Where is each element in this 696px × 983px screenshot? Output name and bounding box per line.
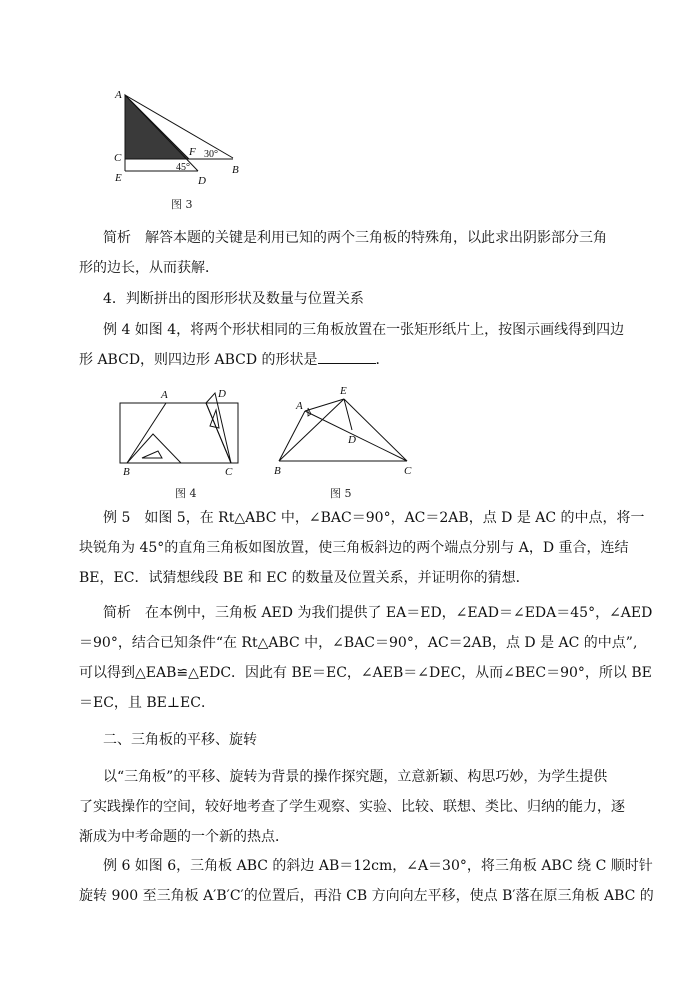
label-b: B (123, 466, 130, 478)
segment-ed (344, 399, 352, 430)
line-section2-b: 了实践操作的空间，较好地考查了学生观察、实验、比较、联想、类比、归纳的能力，逐 (79, 799, 625, 815)
angle-30: 30° (204, 149, 218, 160)
line-1: 简析 解答本题的关键是利用已知的两个三角板的特殊角，以此求出阴影部分三角 (103, 230, 607, 246)
example4-period: ． (375, 352, 390, 368)
line-example4-a: 例 4 如图 4，将两个形状相同的三角板放置在一张矩形纸片上，按图示画线得到四边 (103, 322, 625, 338)
section-heading-2: 二、三角板的平移、旋转 (103, 732, 257, 748)
rectangle-paper (120, 403, 238, 463)
label-e: E (340, 385, 347, 397)
figure-5 (268, 384, 423, 480)
line-analysis-c: 可以得到△EAB≌△EDC．因此有 BE＝EC，∠AEB＝∠DEC，从而∠BEC＝90°，所以 BE (79, 665, 652, 681)
line-example6-b: 旋转 900 至三角板 A′B′C′的位置后，再沿 CB 方向向左平移，使点 B′落在原三角板 ABC 的 (79, 888, 654, 904)
label-a: A (115, 89, 122, 101)
label-b: B (232, 164, 239, 176)
example4-text: 形 ABCD，则四边形 ABCD 的形状是 (79, 352, 318, 368)
figure-4 (115, 386, 245, 478)
label-a: A (161, 389, 168, 401)
segment-ec (344, 399, 407, 461)
line-analysis-a: 简析 在本例中，三角板 AED 为我们提供了 EA＝ED，∠EAD＝∠EDA＝45°，∠AED (103, 605, 653, 621)
answer-blank[interactable] (318, 351, 376, 364)
line-section2-c: 渐成为中考命题的一个新的热点． (79, 829, 289, 845)
label-c: C (114, 152, 122, 164)
line-example6-a: 例 6 如图 6，三角板 ABC 的斜边 AB＝12cm，∠A＝30°，将三角板 ABC 绕 C 顺时针 (103, 858, 653, 874)
label-e: E (115, 172, 122, 184)
line-example5-b: 块锐角为 45°的直角三角板如图放置，使三角板斜边的两个端点分别与 A，D 重合，连结 (79, 540, 629, 556)
angle-45: 45° (176, 162, 190, 173)
label-f: F (189, 146, 196, 158)
segment-ac (305, 411, 407, 461)
label-c: C (225, 466, 233, 478)
label-a: A (296, 400, 303, 412)
triangle-ruler-2 (127, 434, 181, 463)
segment-ab (279, 411, 305, 461)
label-b: B (274, 465, 281, 477)
line-analysis-b: ＝90°，结合已知条件“在 Rt△ABC 中，∠BAC＝90°，AC＝2AB，点 D 是 AC 的中点”, (79, 635, 638, 651)
line-example5-c: BE，EC．试猜想线段 BE 和 EC 的数量及位置关系，并证明你的猜想． (79, 570, 530, 586)
figure-3-caption: 图 3 (171, 198, 193, 211)
triangle-ruler-1-inner (210, 410, 219, 428)
label-d: D (198, 175, 206, 187)
line-analysis-d: ＝EC，且 BE⊥EC． (79, 695, 215, 711)
label-d: D (348, 434, 356, 446)
line-example5-a: 例 5 如图 5，在 Rt△ABC 中，∠BAC＝90°，AC＝2AB，点 D 是 AC 的中点，将一 (103, 510, 645, 526)
label-d: D (218, 388, 226, 400)
figure-5-caption: 图 5 (330, 487, 352, 500)
segment-be (279, 399, 344, 461)
section-heading-4: 4．判断拼出的图形形状及数量与位置关系 (103, 291, 364, 307)
figure-4-caption: 图 4 (175, 487, 197, 500)
line-example4-b (79, 350, 390, 370)
figure-3 (110, 88, 245, 188)
triangle-ruler-2-inner (142, 451, 162, 458)
line-2: 形的边长，从而获解． (79, 260, 219, 276)
line-section2-a: 以“三角板”的平移、旋转为背景的操作探究题，立意新颖、构思巧妙，为学生提供 (103, 769, 608, 785)
label-c: C (404, 465, 412, 477)
